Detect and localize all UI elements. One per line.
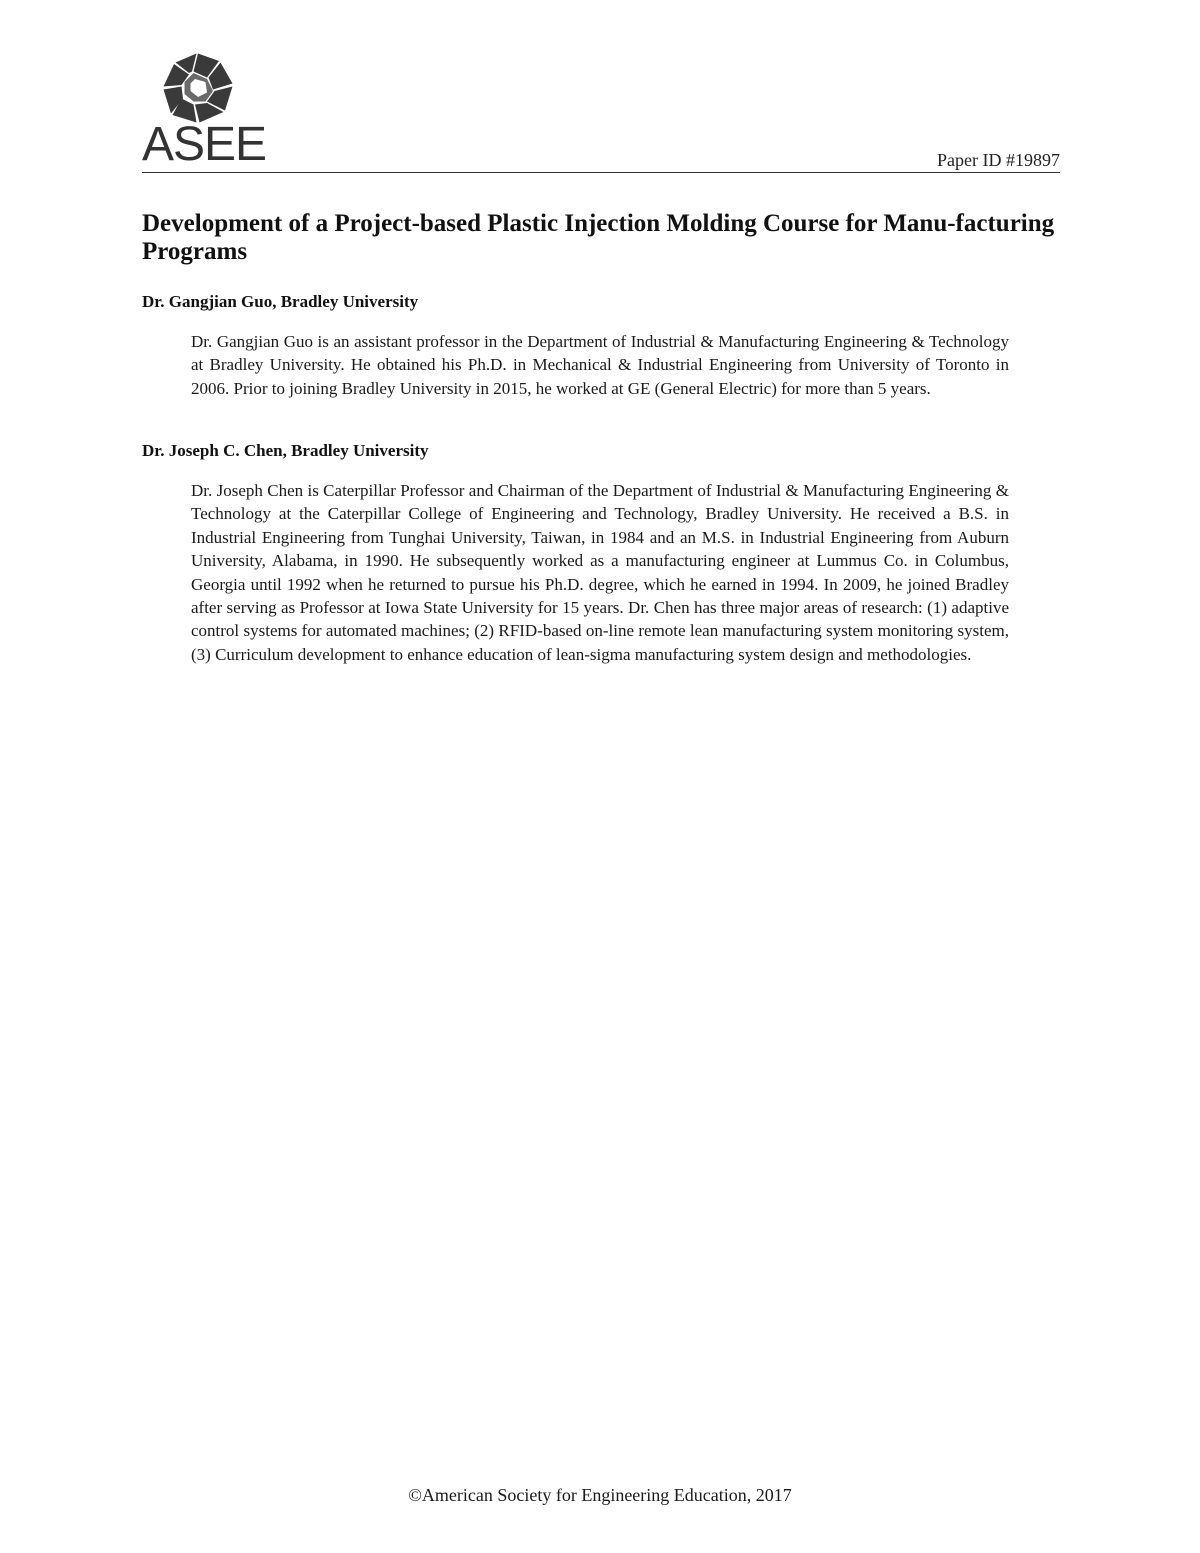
copyright-footer: ©American Society for Engineering Education, 2017 — [408, 1485, 792, 1505]
paper-id: Paper ID #19897 — [937, 150, 1060, 170]
author-bio: Dr. Joseph Chen is Caterpillar Professor and Chairman of the Department of Industrial & Manufacturing Engineering & Technology at the Caterpillar College of Engineering and Technology, Bradley University. He received a B.S. in Industrial Engineering from Tunghai University, Taiwan, in 1984 and an M.S. in Industrial Engineering from Auburn University, Alabama, in 1990. He subsequently worked as a manufacturing engineer at Lummus Co. in Columbus, Georgia until 1992 when he returned to pursue his Ph.D. degree, which he earned in 1994. In 2009, he joined Bradley after serving as Professor at Iowa State University for 15 years. Dr. Chen has three major areas of research: (1) adaptive control systems for automated machines; (2) RFID-based on-line remote lean manufacturing system monitoring system, (3) Curriculum development to enhance education of lean-sigma manufacturing system design and methodologies. — [191, 481, 1009, 664]
asee-logo — [142, 50, 267, 171]
asee-logo-mark-icon — [160, 52, 236, 124]
page-header — [142, 50, 1060, 174]
author-heading: Dr. Gangjian Guo, Bradley University — [142, 292, 419, 311]
logo-text: ASEE — [142, 118, 267, 171]
header-divider — [142, 172, 1060, 173]
author-bio: Dr. Gangjian Guo is an assistant professor in the Department of Industrial & Manufacturing Engineering & Technology at Bradley University. He obtained his Ph.D. in Mechanical & Industrial Engineering from University of Toronto in 2006. Prior to joining Bradley University in 2015, he worked at GE (General Electric) for more than 5 years. — [191, 332, 1009, 398]
author-heading: Dr. Joseph C. Chen, Bradley University — [142, 441, 429, 460]
paper-title: Development of a Project-based Plastic Injection Molding Course for Manu-facturing Programs — [142, 210, 1055, 265]
